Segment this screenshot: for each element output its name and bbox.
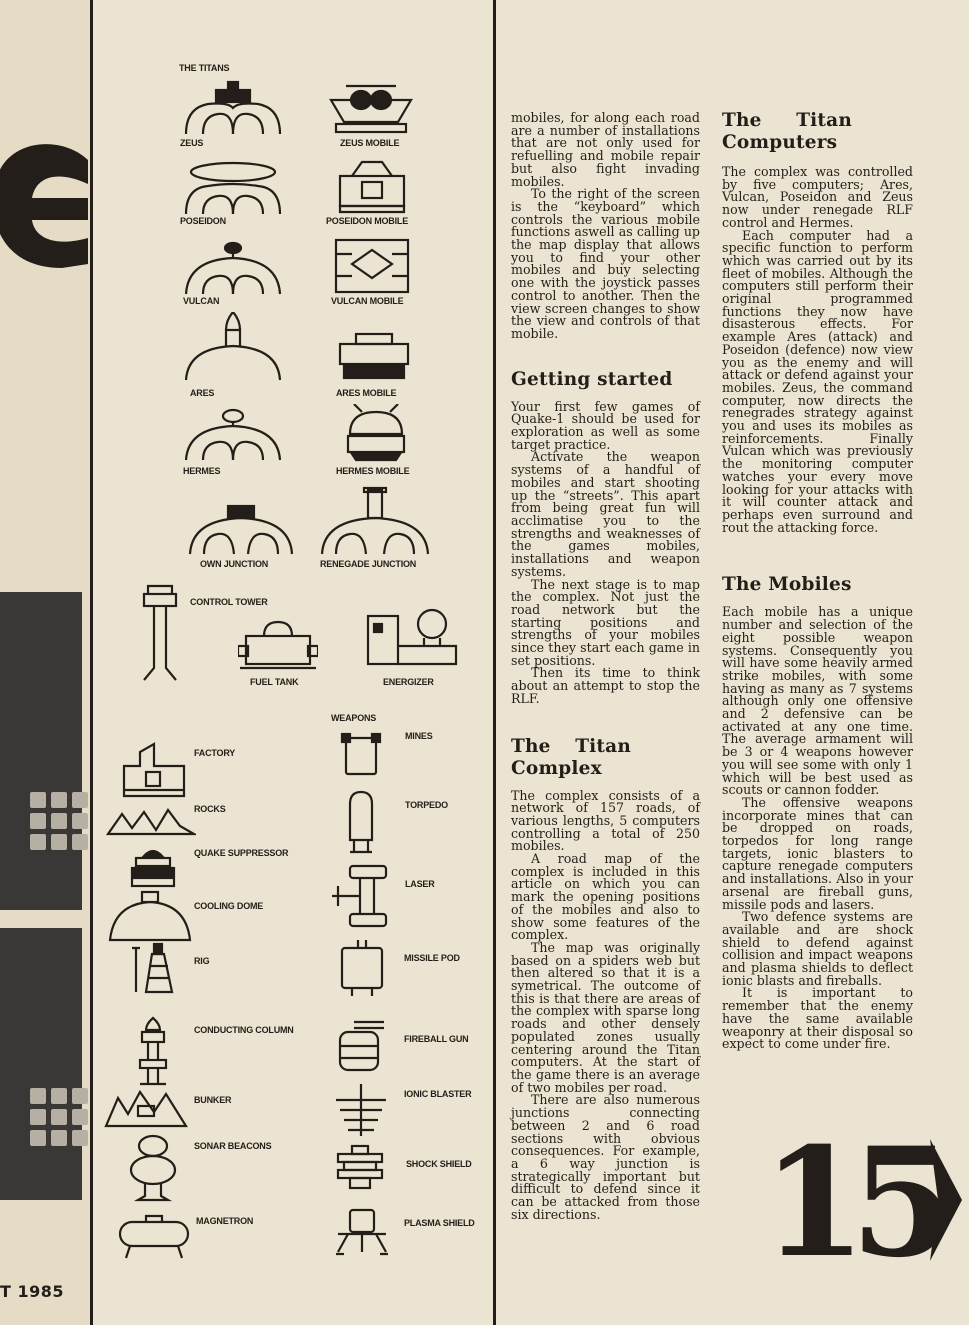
rig-label: RIG (194, 956, 210, 966)
article-column-1 (511, 112, 700, 1221)
issue-date-fragment: T 1985 (0, 1282, 65, 1301)
missile-pod-icon (338, 938, 386, 998)
ionic-blaster-label: IONIC BLASTER (404, 1089, 472, 1099)
paragraph: mobiles, for along each road are a number of installations that are not only used for refuelling and mobile repair but also fight invading mobiles. (511, 110, 700, 189)
section-heading-getting-started: Getting started (511, 368, 673, 390)
vulcan-label: VULCAN (183, 296, 220, 306)
quake-suppressor-icon (128, 844, 178, 890)
conducting-column-icon (136, 1016, 170, 1086)
poseidon-label: POSEIDON (180, 216, 226, 226)
renegade-junction-icon (318, 486, 432, 556)
ares-label: ARES (190, 388, 215, 398)
missile-pod-label: MISSILE POD (404, 953, 460, 963)
section-heading-mobiles: The Mobiles (722, 574, 852, 596)
paragraph: The complex was controlled by five computers; Ares, Vulcan, Poseidon and Zeus now under renegade RLF control and Hermes. (722, 164, 913, 230)
sonar-beacons-label: SONAR BEACONS (194, 1141, 272, 1151)
ares-mobile-icon (334, 330, 414, 382)
large-letter-fragment (0, 140, 88, 270)
paragraph: Each computer had a specific function to perform which was carried out by its fleet of mobiles. Although the computers still perform their original programmed functions they now have disasterous effects. For example Ares (attack) and Poseidon (defence) now view you as the enemy and will attack or defend against your mobiles. Zeus, the command computer, now directs the renegrades strategy against you and uses its mobiles as reinforcements. Finally Vulcan which was previously the monitoring computer watches your every move looking for your attacks with it will counter attack and perhaps even surround and rout the attacking force. (722, 227, 913, 535)
laser-label: LASER (405, 879, 435, 889)
poseidon-icon (178, 158, 288, 216)
zeus-label: ZEUS (180, 138, 204, 148)
paragraph: A road map of the complex is included in this article on which you can mark the opening positions of the mobiles and also to show some features of the complex. (511, 851, 700, 943)
poseidon-mobile-label: POSEIDON MOBILE (326, 216, 409, 226)
bunker-icon (104, 1084, 188, 1128)
mines-label: MINES (405, 731, 433, 741)
laser-icon (330, 864, 392, 928)
ares-icon (178, 312, 288, 382)
own-junction-label: OWN JUNCTION (200, 559, 269, 569)
poseidon-mobile-icon (332, 156, 412, 214)
paragraph: The map was originally based on a spiders web but then altered so that it is a symetrical. The outcome of this is that there are areas of the complex with sparse long roads and other densely populated zones usually centering around the Titan computers. At the start of the game there is an average of two mobiles per road. (511, 939, 700, 1095)
screenshot-photo-fragment (0, 592, 82, 910)
sonar-beacons-icon (128, 1134, 178, 1202)
hermes-label: HERMES (183, 466, 221, 476)
column-rule (90, 0, 93, 1325)
screenshot-photo-fragment (0, 928, 82, 1200)
paragraph: There are also numerous junctions connecting between 2 and 6 road sections with obvious consequences. For example, a 6 way junction is strategically important but difficult to defend since it can be attacked from those six directions. (511, 1092, 700, 1222)
ares-mobile-label: ARES MOBILE (336, 388, 397, 398)
rocks-icon (106, 806, 196, 836)
energizer-label: ENERGIZER (383, 677, 434, 687)
hermes-mobile-label: HERMES MOBILE (336, 466, 410, 476)
page-number: 15 (762, 1115, 939, 1291)
torpedo-label: TORPEDO (405, 800, 448, 810)
vulcan-mobile-icon (332, 236, 412, 296)
zeus-mobile-icon (326, 80, 416, 136)
section-heading-titan-computers: The Titan Computers (722, 110, 852, 153)
rocks-label: ROCKS (194, 804, 226, 814)
torpedo-icon (346, 790, 376, 856)
bunker-label: BUNKER (194, 1095, 232, 1105)
weapons-heading: WEAPONS (331, 713, 377, 723)
vulcan-mobile-label: VULCAN MOBILE (331, 296, 404, 306)
paragraph: It is important to remember that the enemy have the same available weaponry at their disposal so expect to come under fire. (722, 985, 913, 1052)
factory-icon (120, 742, 188, 798)
hermes-mobile-icon (336, 404, 416, 462)
zeus-icon (178, 78, 288, 136)
ionic-blaster-icon (334, 1082, 388, 1138)
paragraph: The offensive weapons incorporate mines that can be dropped on roads, torpedos for long range targets, ionic blasters to capture renegade computers and installations. Also in your arsenal are fireball guns, missile pods and lasers. (722, 794, 913, 912)
plasma-shield-icon (334, 1208, 390, 1260)
zeus-mobile-label: ZEUS MOBILE (340, 138, 400, 148)
paragraph: Two defence systems are available and are shock shield to defend against collision and impact weapons and plasma shields to deflect ionic blasts and fireballs. (722, 909, 913, 988)
cooling-dome-icon (106, 888, 194, 942)
mines-icon (340, 730, 382, 778)
page-arrow-icon (928, 1135, 964, 1265)
paragraph: Activate the weapon systems of a handful of mobiles and start shooting up the “streets”. This apart from being great fun will acclimatise you to the strengths and weaknesses of the games mobiles, installations and weapon systems. (511, 449, 700, 579)
hermes-icon (178, 404, 288, 462)
rig-icon (128, 942, 178, 994)
shock-shield-label: SHOCK SHIELD (406, 1159, 472, 1169)
paragraph: Your first few games of Quake-1 should be used for exploration as well as some target practice. (511, 398, 700, 452)
column-rule (493, 0, 496, 1325)
factory-label: FACTORY (194, 748, 236, 758)
quake-suppressor-label: QUAKE SUPPRESSOR (194, 848, 289, 858)
shock-shield-icon (334, 1144, 386, 1192)
paragraph: Then its time to think about an attempt to stop the RLF. (511, 665, 700, 706)
paragraph: Each mobile has a unique number and selection of the eight possible weapon systems. Consequently you will have some heavily armed strike mobiles, with some having as many as 7 systems although only one offensive and 2 defensive can be activated at any one time. The average armament will be 3 or 4 weapons however you will see some with only 1 which will be best used as scouts or cannon fodder. (722, 604, 913, 798)
fuel-tank-label: FUEL TANK (250, 677, 299, 687)
article-column-2 (722, 110, 913, 1051)
control-tower-icon (140, 584, 180, 684)
previous-page-strip (0, 0, 90, 1325)
conducting-column-label: CONDUCTING COLUMN (194, 1025, 294, 1035)
cooling-dome-label: COOLING DOME (194, 901, 264, 911)
fuel-tank-icon (238, 618, 318, 670)
own-junction-icon (186, 496, 296, 556)
plasma-shield-label: PLASMA SHIELD (404, 1218, 475, 1228)
renegade-junction-label: RENEGADE JUNCTION (320, 559, 417, 569)
section-heading-titan-complex: The Titan Complex (511, 735, 631, 779)
vulcan-icon (178, 238, 288, 296)
control-tower-label: CONTROL TOWER (190, 597, 268, 607)
fireball-gun-label: FIREBALL GUN (404, 1034, 469, 1044)
paragraph: The next stage is to map the complex. Not just the road network but the starting positions and strengths of your mobiles since they start each game in set positions. (511, 576, 700, 668)
paragraph: To the right of the screen is the “keyboard” which controls the various mobile functions aswell as calling up the map display that allows you to find your other mobiles and buy selecting one with the joystick passes control to another. Then the view screen changes to show the view and controls of that mobile. (511, 186, 700, 341)
icon-chart-heading: THE TITANS (179, 63, 230, 73)
magnetron-icon (116, 1212, 192, 1260)
fireball-gun-icon (336, 1018, 388, 1074)
paragraph: The complex consists of a network of 157 roads, of various lengths, 5 computers controlling a total of 250 mobiles. (511, 787, 700, 854)
magnetron-label: MAGNETRON (196, 1216, 254, 1226)
energizer-icon (364, 606, 460, 670)
